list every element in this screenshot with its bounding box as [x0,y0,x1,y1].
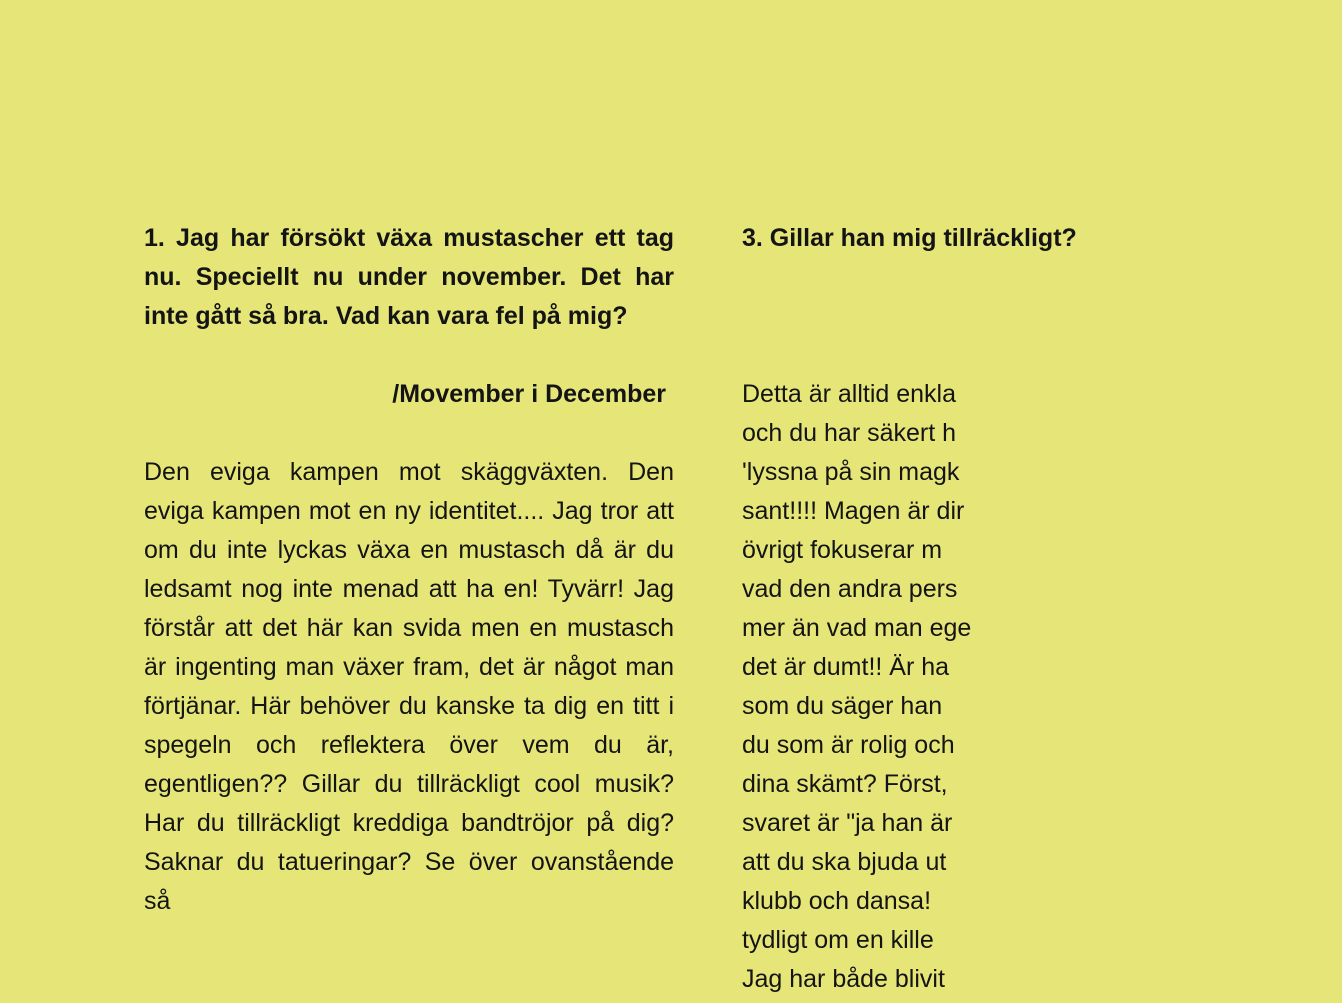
answer-3-line: som du säger han [742,692,943,720]
answer-3-line: Detta är alltid enkla [742,380,957,408]
answer-3-line: klubb och dansa! [742,887,932,915]
answer-3-line: tydligt om en kille [742,926,934,954]
answer-3-line: det är dumt!! Är ha [742,653,950,681]
answer-3-line: och du har säkert h [742,419,957,447]
question-3: 3. Gillar han mig tillräckligt? [742,224,1077,252]
answer-3-line: att du ska bjuda ut [742,848,947,876]
right-column [742,219,1342,999]
answer-3 [742,375,1342,999]
answer-3-line: 'lyssna på sin magk [742,458,960,486]
question-1: 1. Jag har försökt växa mustascher ett tag nu. Speciellt nu under november. Det har inte gått så bra. Vad kan vara fel på mig? [144,224,674,330]
answer-3-line: dina skämt? Först, [742,770,948,798]
answer-3-line: Jag har både blivit [742,965,945,993]
question-1-signature: /Movember i December [392,380,666,408]
answer-3-line: sant!!!! Magen är dir [742,497,965,525]
answer-3-line: mer än vad man ege [742,614,972,642]
left-column [144,219,674,921]
answer-3-line: vad den andra pers [742,575,958,603]
answer-1: Den eviga kampen mot skäggväxten. Den eviga kampen mot en ny identitet.... Jag tror att om du inte lyckas växa en mustasch då är du ledsamt nog inte menad att ha en! Tyvärr! Jag förstår att det här kan svida men en mustasch är ingenting man växer fram, det är något man förtjänar. Här behöver du kanske ta dig en titt i spegeln och reflektera över vem du är, egentligen?? Gillar du tillräckligt cool musik? Har du tillräckligt kreddiga bandtröjor på dig? Saknar du tatueringar? Se över ovanstående så [144,458,674,915]
answer-3-line: övrigt fokuserar m [742,536,943,564]
answer-3-line: du som är rolig och [742,731,955,759]
answer-3-line: svaret är "ja han är [742,809,953,837]
